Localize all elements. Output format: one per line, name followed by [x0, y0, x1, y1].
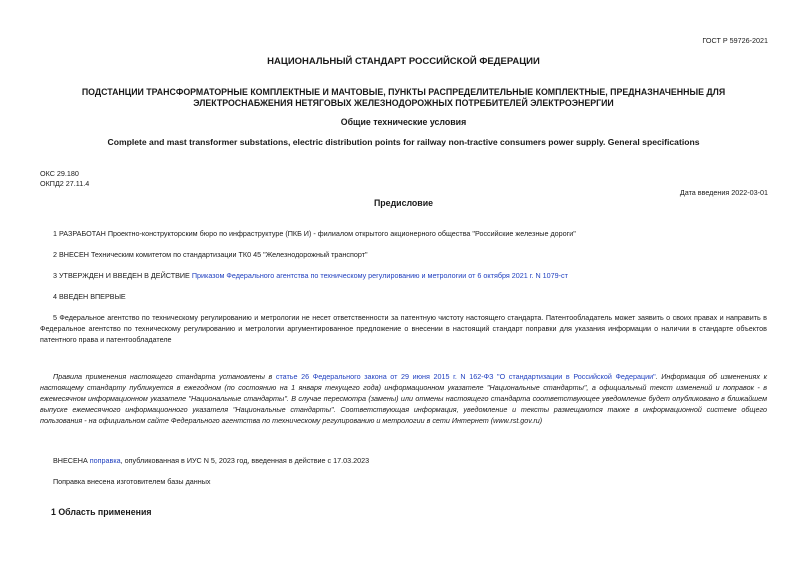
main-title-line1: ПОДСТАНЦИИ ТРАНСФОРМАТОРНЫЕ КОМПЛЕКТНЫЕ И МАЧТОВЫЕ, ПУНКТЫ РАСПРЕДЕЛИТЕЛЬНЫЕ КОМПЛЕКТНЫЕ, ПРЕДНАЗНАЧЕННЫЕ ДЛЯ	[81, 87, 726, 97]
foreword-heading: Предисловие	[373, 198, 434, 208]
foreword-item-2: 2 ВНЕСЕН Техническим комитетом по стандартизации ТК0 45 "Железнодорожный транспорт"	[53, 250, 368, 259]
rules-paragraph	[40, 371, 767, 426]
okpd-code: ОКПД2 27.11.4	[40, 179, 90, 188]
foreword-item-3	[53, 270, 568, 281]
amendment-line	[53, 455, 369, 466]
amendment-link[interactable]: поправка	[89, 456, 121, 465]
amendment-suffix: , опубликованная в ИУС N 5, 2023 год, введенная в действие с 17.03.2023	[120, 456, 370, 465]
intro-date: Дата введения 2022-03-01	[679, 188, 768, 197]
foreword-item-1: 1 РАЗРАБОТАН Проектно-конструкторским бюро по инфраструктуре (ПКБ И) - филиалом открытого акционерного общества "Российские железные дороги"	[53, 229, 576, 238]
subtitle: Общие технические условия	[340, 117, 467, 127]
item-3-prefix: 3 УТВЕРЖДЕН И ВВЕДЕН В ДЕЙСТВИЕ	[53, 271, 192, 280]
order-link[interactable]: Приказом Федерального агентства по техническому регулированию и метрологии от 6 октября 2021 г. N 1079-ст	[191, 271, 568, 280]
doc-code: ГОСТ Р 59726-2021	[702, 36, 768, 45]
amendment-note: Поправка внесена изготовителем базы данных	[53, 477, 211, 486]
section-1-heading: 1 Область применения	[51, 507, 152, 517]
main-title-line2: ЭЛЕКТРОСНАБЖЕНИЯ НЕТЯГОВЫХ ЖЕЛЕЗНОДОРОЖНЫХ ПОТРЕБИТЕЛЕЙ ЭЛЕКТРОЭНЕРГИИ	[193, 98, 614, 108]
federal-law-link[interactable]: статье 26 Федерального закона от 29 июня 2015 г. N 162-ФЗ "О стандартизации в Российской Федерации"	[275, 372, 656, 381]
oks-code: ОКС 29.180	[40, 169, 79, 178]
foreword-item-4: 4 ВВЕДЕН ВПЕРВЫЕ	[53, 292, 126, 301]
rules-prefix: Правила применения настоящего стандарта установлены в	[53, 372, 276, 381]
foreword-item-5: 5 Федеральное агентство по техническому регулированию и метрологии не несет ответственности за патентную чистоту настоящего стандарта. Патентообладатель может заявить о своих правах и направить в Федеральное агентство по техническому регулированию и метрологии аргументированное предложение о внесении в настоящий стандарт поправки для указания информации о наличии в стандарте объектов патентного права и патентообладателе	[40, 313, 767, 344]
main-title	[40, 87, 767, 109]
standard-title: НАЦИОНАЛЬНЫЙ СТАНДАРТ РОССИЙСКОЙ ФЕДЕРАЦИИ	[267, 56, 540, 67]
rules-suffix: . Информация об изменениях к настоящему стандарту публикуется в ежегодном (по состоянию на 1 января текущего года) информационном указателе "Национальные стандарты", а официальный текст изменений и поправок - в ежемесячном информационном указателе "Национальные стандарты". В случае пересмотра (замены) или отмены настоящего стандарта соответствующее уведомление будет опубликовано в ближайшем выпуске ежемесячного информационного указателя "Национальные стандарты". Соответствующая информация, уведомление и тексты размещаются также в информационной системе общего пользования - на официальном сайте Федерального агентства по техническому регулированию и метрологии в сети Интернет (www.rst.gov.ru)	[40, 372, 767, 425]
english-title: Complete and mast transformer substations, electric distribution points for railway non-tractive consumers power supply. General specifications	[107, 137, 700, 147]
amendment-prefix: ВНЕСЕНА	[53, 456, 90, 465]
